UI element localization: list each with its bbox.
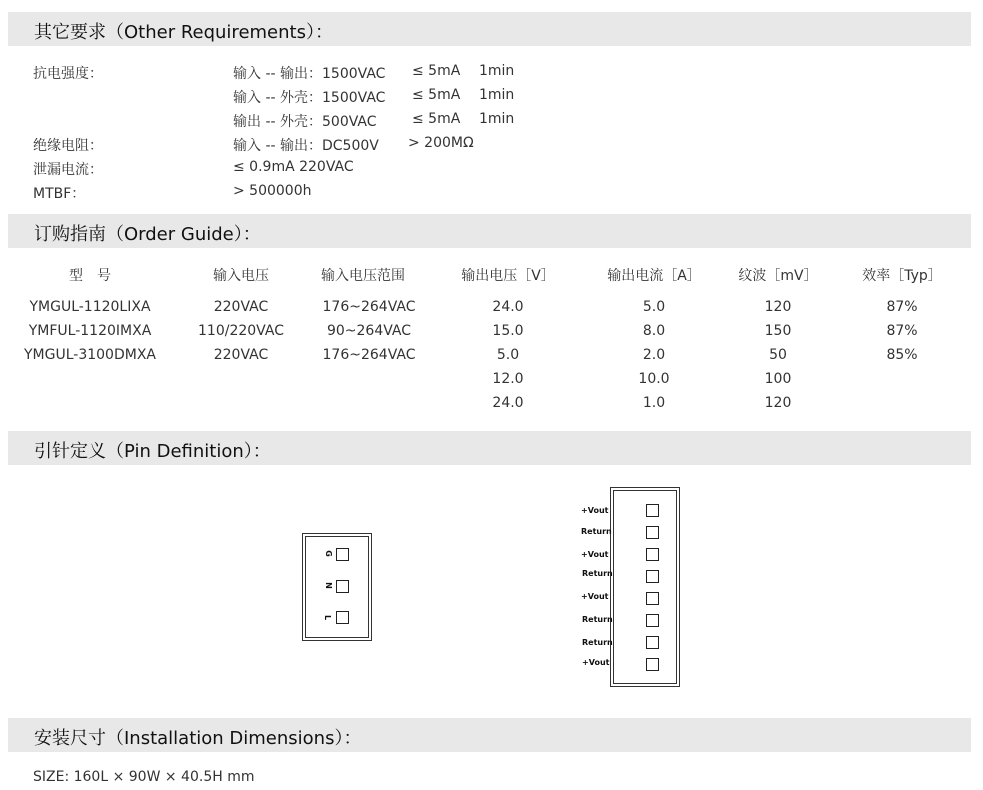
table-cell: 87% <box>886 323 918 339</box>
pin-terminal-4 <box>646 570 659 583</box>
req-current: ≤ 5mA <box>412 111 461 127</box>
table-cell: 5.0 <box>496 347 520 363</box>
pin-label-l: L <box>323 614 333 621</box>
table-cell: 12.0 <box>492 371 524 387</box>
pin-label-5: +Vout <box>581 592 609 601</box>
req-label: 抗电强度： <box>33 66 103 82</box>
pin-terminal-6 <box>646 614 659 627</box>
table-cell: 176~264VAC <box>322 299 416 315</box>
table-cell: 100 <box>764 371 792 387</box>
table-cell: YMGUL-1120LIXA <box>29 299 151 315</box>
pin-label-7: Return <box>582 638 613 647</box>
pin-label-2: Return <box>581 527 612 536</box>
pin-label-1: +Vout <box>581 506 609 515</box>
pin-label-3: +Vout <box>581 550 609 559</box>
req-label: 泄漏电流： <box>33 162 103 178</box>
table-cell: 5.0 <box>642 299 666 315</box>
table-cell: 10.0 <box>638 371 670 387</box>
table-cell: 120 <box>764 395 792 411</box>
table-cell: 85% <box>886 347 918 363</box>
pin-label-4: Return <box>582 569 613 578</box>
pin-terminal-7 <box>646 636 659 649</box>
req-value: 输出 -- 外壳：500VAC <box>233 114 377 130</box>
pin-label-8: +Vout <box>582 658 610 667</box>
pin-terminal-g <box>336 548 349 561</box>
req-time: 1min <box>479 63 515 79</box>
table-cell: 87% <box>886 299 918 315</box>
table-cell: YMFUL-1120IMXA <box>28 323 152 339</box>
table-cell: 2.0 <box>642 347 666 363</box>
req-label: MTBF： <box>33 186 86 202</box>
pin-terminal-l <box>336 611 349 624</box>
pin-terminal-2 <box>646 526 659 539</box>
section-title-install: 安装尺寸（Installation Dimensions）： <box>34 728 362 749</box>
table-cell: 150 <box>764 323 792 339</box>
section-title-order: 订购指南（Order Guide）： <box>34 224 261 245</box>
table-cell: 176~264VAC <box>322 347 416 363</box>
table-header: 输入电压 <box>213 268 269 284</box>
section-bar-other <box>8 12 971 46</box>
section-bar-install <box>8 718 971 752</box>
pin-label-6: Return <box>582 615 613 624</box>
table-cell: 24.0 <box>492 299 524 315</box>
table-cell: 120 <box>764 299 792 315</box>
pin-terminal-n <box>336 580 349 593</box>
pin-terminal-3 <box>646 548 659 561</box>
pin-terminal-1 <box>646 504 659 517</box>
table-header: 纹波［mV］ <box>738 268 818 284</box>
table-cell: 1.0 <box>642 395 666 411</box>
input-connector <box>302 533 372 641</box>
pin-terminal-8 <box>646 658 659 671</box>
table-header: 型 号 <box>69 268 111 284</box>
pin-terminal-5 <box>646 592 659 605</box>
table-cell: YMGUL-3100DMXA <box>24 347 156 363</box>
req-value: 输入 -- 输出：DC500V <box>233 138 379 154</box>
req-current: > 200MΩ <box>408 135 474 151</box>
table-cell: 24.0 <box>492 395 524 411</box>
size-text: SIZE: 160L × 90W × 40.5H mm <box>33 769 255 785</box>
section-title-other: 其它要求（Other Requirements）： <box>34 22 333 43</box>
pin-label-n: N <box>323 582 333 589</box>
table-cell: 8.0 <box>642 323 666 339</box>
section-bar-pin <box>8 431 971 465</box>
req-label: 绝缘电阻： <box>33 138 103 154</box>
table-header: 输入电压范围 <box>321 268 405 284</box>
pin-label-g: G <box>323 550 333 557</box>
req-current: ≤ 5mA <box>412 87 461 103</box>
table-cell: 15.0 <box>492 323 524 339</box>
table-header: 效率［Typ］ <box>862 268 942 284</box>
table-cell: 220VAC <box>213 299 269 315</box>
table-cell: 90~264VAC <box>326 323 412 339</box>
table-header: 输出电流［A］ <box>607 268 701 284</box>
table-header: 输出电压［V］ <box>461 268 555 284</box>
req-value: ≤ 0.9mA 220VAC <box>233 159 354 175</box>
section-title-pin: 引针定义（Pin Definition）： <box>34 441 271 462</box>
table-cell: 50 <box>769 347 787 363</box>
output-connector <box>610 487 680 687</box>
table-cell: 110/220VAC <box>198 323 284 339</box>
req-time: 1min <box>479 111 515 127</box>
section-bar-order <box>8 214 971 248</box>
table-cell: 220VAC <box>213 347 269 363</box>
req-value: 输入 -- 输出：1500VAC <box>233 66 386 82</box>
req-time: 1min <box>479 87 515 103</box>
req-current: ≤ 5mA <box>412 63 461 79</box>
req-value: 输入 -- 外壳：1500VAC <box>233 90 386 106</box>
output-connector-inner <box>613 490 677 684</box>
req-value: > 500000h <box>233 183 312 199</box>
